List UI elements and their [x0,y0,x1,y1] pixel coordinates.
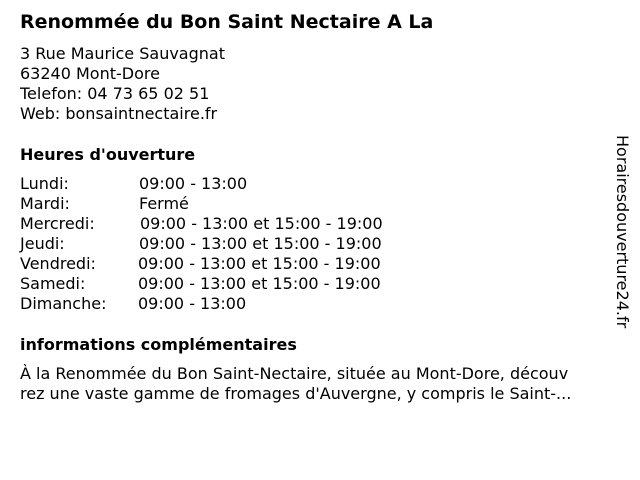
day-label: Dimanche: [20,294,107,313]
day-label: Mardi: [20,194,70,213]
day-label: Mercredi: [20,214,95,233]
hours-value: 09:00 - 13:00 et 15:00 - 19:00 [140,214,383,233]
info-heading: informations complémentaires [20,335,297,354]
hours-value: 09:00 - 13:00 et 15:00 - 19:00 [139,234,382,253]
hours-value: 09:00 - 13:00 et 15:00 - 19:00 [138,274,381,293]
day-label: Lundi: [20,174,69,193]
contact-block [20,44,225,124]
phone-line: Telefon: 04 73 65 02 51 [20,84,210,103]
day-label: Samedi: [20,274,86,293]
hours-value: 09:00 - 13:00 [139,174,248,193]
description-line: À la Renommée du Bon Saint-Nectaire, située au Mont-Dore, découv [20,364,569,383]
site-watermark: Horairesdouverture24.fr [613,135,632,329]
business-name: Renommée du Bon Saint Nectaire A La [20,11,434,33]
street-address: 3 Rue Maurice Sauvagnat [20,44,225,63]
website-line: Web: bonsaintnectaire.fr [20,104,218,123]
day-label: Jeudi: [20,234,65,253]
day-label: Vendredi: [20,254,96,273]
hours-heading: Heures d'ouverture [20,145,196,164]
city-address: 63240 Mont-Dore [20,64,160,83]
hours-value: 09:00 - 13:00 [138,294,247,313]
description-text [20,364,620,404]
hours-value: 09:00 - 13:00 et 15:00 - 19:00 [138,254,381,273]
description-line: rez une vaste gamme de fromages d'Auvergne, y compris le Saint-... [20,384,572,403]
hours-value: Fermé [139,194,189,213]
